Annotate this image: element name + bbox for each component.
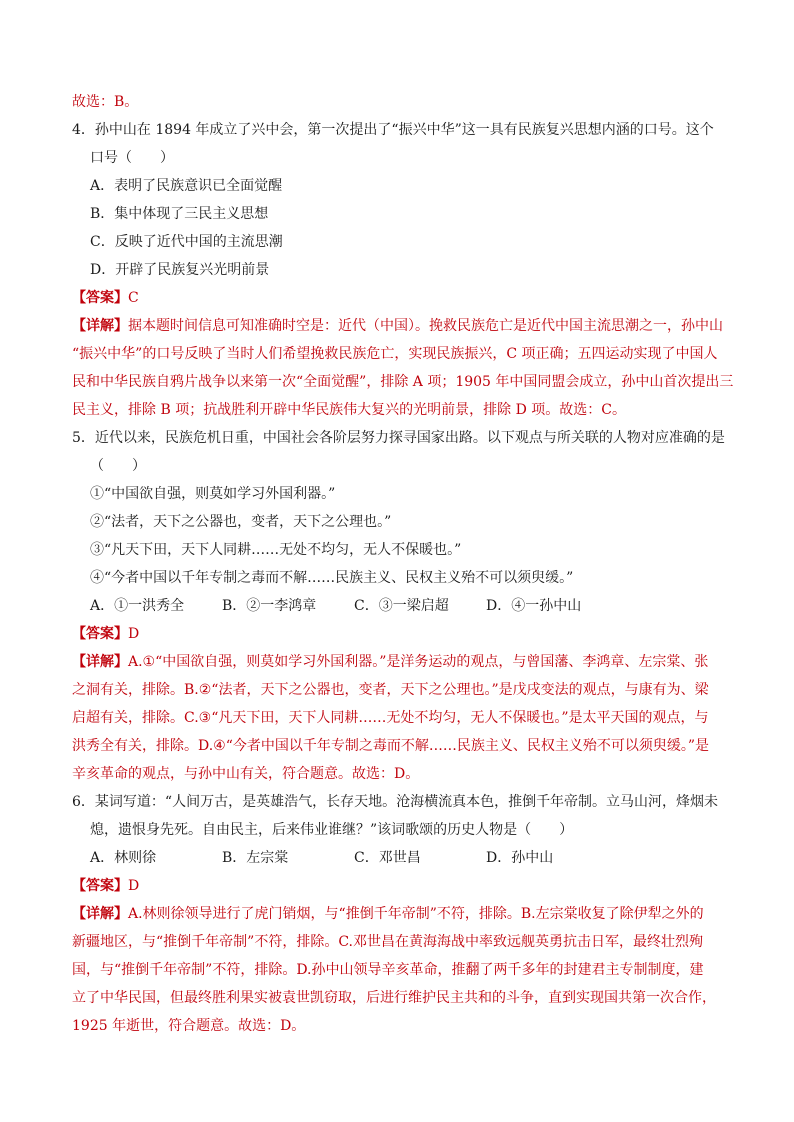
q6-options-row: [90, 848, 553, 868]
q5-answer: 【答案】D: [72, 626, 140, 642]
q6-stem-line-2: 熄，遗恨身先死。自由民主，后来伟业谁继？”该词歌颂的历史人物是（ ）: [90, 822, 574, 838]
q6-option-d: D．孙中山: [486, 850, 554, 866]
q6-detail-line-1: 【详解】A.林则徐领导进行了虎门销烟，与“推倒千年帝制”不符，排除。B.左宗棠收复了除伊犁之外的: [72, 906, 704, 922]
q6-detail-line-3: 国，与“推倒千年帝制”不符，排除。D.孙中山领导辛亥革命，推翻了两千多年的封建君主专制制度，建: [72, 962, 704, 978]
q5-option-a: A．①一洪秀全: [90, 598, 185, 614]
q5-detail-line-2: 之洞有关，排除。B.②“法者，天下之公器也，变者，天下之公理也。”是戊戌变法的观点，与康有为、梁: [72, 682, 709, 698]
q5-item-4: ④“今者中国以千年专制之毒而不解……民族主义、民权主义殆不可以须臾缓。”: [90, 570, 574, 586]
section-label: 【详解】: [72, 318, 128, 334]
q3-conclusion: 故选：B。: [72, 94, 139, 110]
q5-stem-line-1: 5．近代以来，民族危机日重，中国社会各阶层努力探寻国家出路。以下观点与所关联的人物对应准确的是: [72, 430, 725, 446]
q5-options-row: [90, 596, 581, 616]
q4-detail-line-4: 民主义，排除 B 项；抗战胜利开辟中华民族伟大复兴的光明前景，排除 D 项。故选：C。: [72, 402, 627, 418]
q5-item-1: ①“中国欲自强，则莫如学习外国利器。”: [90, 486, 336, 502]
section-label: 【答案】: [72, 290, 128, 306]
q5-item-2: ②“法者，天下之公器也，变者，天下之公理也。”: [90, 514, 392, 530]
section-label: 【答案】: [72, 878, 128, 894]
q4-answer: 【答案】C: [72, 290, 139, 306]
q4-option-b: B．集中体现了三民主义思想: [90, 206, 269, 222]
q5-detail-line-3: 启超有关，排除。C.③“凡天下田，天下人同耕……无处不均匀，无人不保暖也。”是太平天国的观点，与: [72, 710, 709, 726]
q5-stem-line-2: （ ）: [90, 458, 146, 474]
q6-option-b: B．左宗棠: [222, 850, 289, 866]
section-label: 【答案】: [72, 626, 128, 642]
q5-detail-line-5: 辛亥革命的观点，与孙中山有关，符合题意。故选：D。: [72, 766, 420, 782]
q4-detail-line-3: 民和中华民族自鸦片战争以来第一次“全面觉醒”，排除 A 项；1905 年中国同盟会成立，孙中山首次提出三: [72, 374, 734, 390]
q4-detail-line-1: 【详解】据本题时间信息可知准确时空是：近代（中国）。挽救民族危亡是近代中国主流思潮之一，孙中山: [72, 318, 723, 334]
q4-option-a: A．表明了民族意识已全面觉醒: [90, 178, 283, 194]
q6-option-a: A．林则徐: [90, 850, 157, 866]
section-label: 【详解】: [72, 906, 128, 922]
q4-option-c: C．反映了近代中国的主流思潮: [90, 234, 283, 250]
section-label: 【详解】: [72, 654, 128, 670]
q5-item-3: ③“凡天下田，天下人同耕……无处不均匀，无人不保暖也。”: [90, 542, 462, 558]
q4-option-d: D．开辟了民族复兴光明前景: [90, 262, 270, 278]
q4-detail-line-2: “振兴中华”的口号反映了当时人们希望挽救民族危亡，实现民族振兴，C 项正确；五四运动实现了中国人: [72, 346, 718, 362]
q6-detail-line-5: 1925 年逝世，符合题意。故选：D。: [72, 1018, 306, 1034]
q6-option-c: C．邓世昌: [354, 850, 421, 866]
q5-detail-line-4: 洪秀全有关，排除。D.④“今者中国以千年专制之毒而不解……民族主义、民权主义殆不可以须臾缓。”是: [72, 738, 710, 754]
q5-option-b: B．②一李鸿章: [222, 598, 317, 614]
q6-detail-line-4: 立了中华民国，但最终胜利果实被袁世凯窃取，后进行维护民主共和的斗争，直到实现国共第一次合作，: [72, 990, 716, 1006]
q4-stem-line-1: 4．孙中山在 1894 年成立了兴中会，第一次提出了“振兴中华”这一具有民族复兴思想内涵的口号。这个: [72, 122, 714, 138]
q4-stem-line-2: 口号（ ）: [90, 150, 174, 166]
q6-detail-line-2: 新疆地区，与“推倒千年帝制”不符，排除。C.邓世昌在黄海海战中率致远舰英勇抗击日军，最终壮烈殉: [72, 934, 703, 950]
q5-option-d: D．④一孙中山: [486, 598, 582, 614]
q5-detail-line-1: 【详解】A.①“中国欲自强，则莫如学习外国利器。”是洋务运动的观点，与曾国藩、李鸿章、左宗棠、张: [72, 654, 709, 670]
q6-answer: 【答案】D: [72, 878, 140, 894]
q5-option-c: C．③一梁启超: [354, 598, 449, 614]
q6-stem-line-1: 6．某词写道：“人间万古，是英雄浩气，长存天地。沧海横流真本色，推倒千年帝制。立马山河，烽烟未: [72, 794, 719, 810]
